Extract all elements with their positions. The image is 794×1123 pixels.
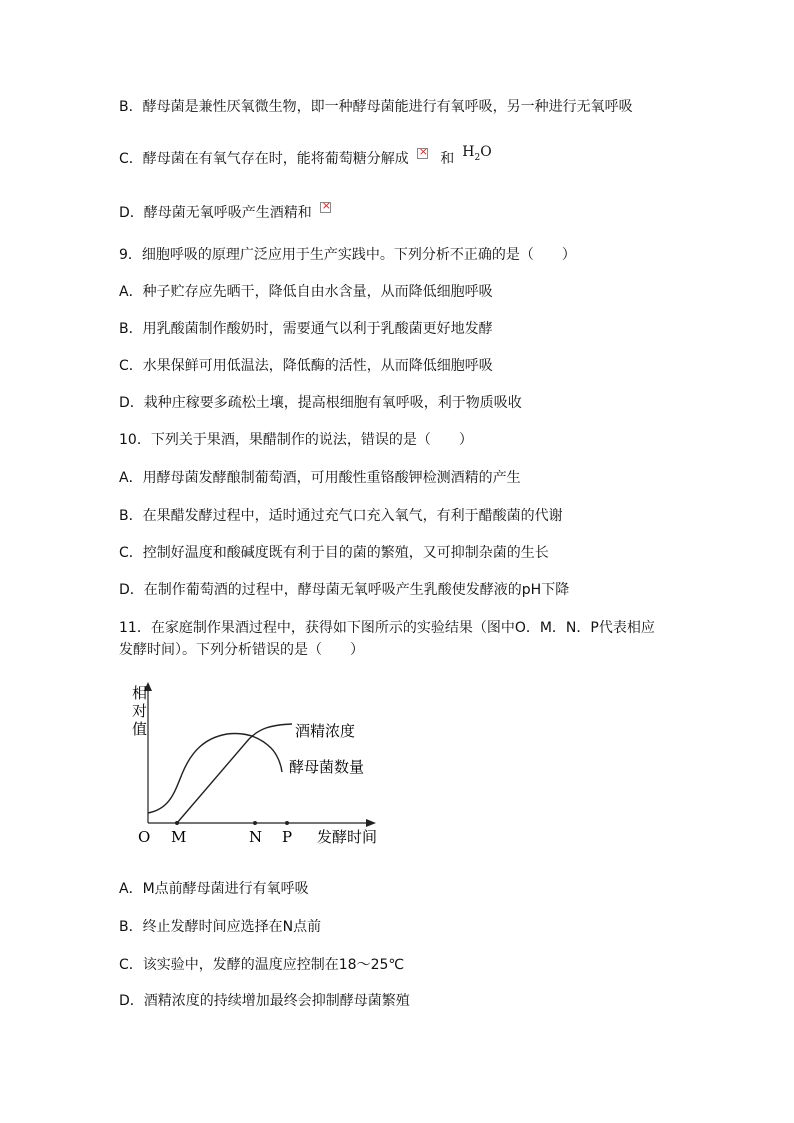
option-a-q10: A．用酵母菌发酵酿制葡萄酒，可用酸性重铬酸钾检测酒精的产生 — [119, 470, 521, 486]
formula-o: O — [480, 144, 492, 160]
question-11-line1: 11．在家庭制作果酒过程中，获得如下图所示的实验结果（图中O．M．N．P代表相应 — [119, 620, 655, 636]
y-axis-label-1: 相 — [132, 684, 148, 702]
option-d-q10: D．在制作葡萄酒的过程中，酵母菌无氧呼吸产生乳酸使发酵液的pH下降 — [119, 582, 570, 598]
option-d-q11: D．酒精浓度的持续增加最终会抑制酵母菌繁殖 — [119, 993, 410, 1009]
broken-image-icon — [417, 148, 428, 159]
option-a-q9: A．种子贮存应先晒干，降低自由水含量，从而降低细胞呼吸 — [119, 284, 493, 300]
and-text: 和 — [440, 151, 455, 167]
formula-h: H — [462, 144, 475, 160]
point-m — [175, 821, 179, 825]
formula-sub: 2 — [474, 152, 481, 163]
y-axis-label-2: 对 — [132, 702, 148, 720]
option-a-q11: A．M点前酵母菌进行有氧呼吸 — [119, 881, 309, 897]
series-label-yeast: 酵母菌数量 — [289, 758, 365, 776]
broken-image-icon — [320, 202, 331, 213]
yeast-count-curve — [148, 734, 282, 813]
x-axis-label: 发酵时间 — [317, 828, 378, 846]
y-axis-label-3: 值 — [132, 720, 148, 738]
option-d-text: D．酵母菌无氧呼吸产生酒精和 — [119, 205, 312, 221]
option-d-q8 — [119, 202, 331, 223]
series-label-alcohol: 酒精浓度 — [295, 722, 356, 740]
option-b-q9: B．用乳酸菌制作酸奶时，需要通气以利于乳酸菌更好地发酵 — [119, 321, 493, 337]
x-point-label-p: P — [282, 828, 293, 846]
option-c-q9: C．水果保鲜可用低温法，降低酶的活性，从而降低细胞呼吸 — [119, 358, 493, 374]
question-11-line2: 发酵时间）。下列分析错误的是（ ） — [119, 642, 364, 658]
point-p — [285, 821, 289, 825]
question-10: 10．下列关于果酒，果醋制作的说法，错误的是（ ） — [119, 432, 473, 448]
fermentation-chart — [119, 676, 399, 851]
water-formula — [462, 144, 492, 163]
option-c-text: C．酵母菌在有氧气存在时，能将葡萄糖分解成 — [119, 151, 409, 167]
option-c-q11: C．该实验中，发酵的温度应控制在18～25℃ — [119, 957, 405, 973]
option-b-q8: B．酵母菌是兼性厌氧微生物，即一种酵母菌能进行有氧呼吸，另一种进行无氧呼吸 — [119, 99, 633, 115]
option-d-q9: D．栽种庄稼要多疏松土壤，提高根细胞有氧呼吸，利于物质吸收 — [119, 395, 522, 411]
option-c-q8 — [119, 144, 492, 175]
origin-label: O — [138, 828, 151, 846]
alcohol-concentration-curve — [177, 724, 292, 823]
x-axis-arrow — [366, 819, 376, 827]
option-b-q11: B．终止发酵时间应选择在N点前 — [119, 919, 322, 935]
x-point-label-m: M — [171, 828, 187, 846]
option-b-q10: B．在果醋发酵过程中，适时通过充气口充入氧气，有利于醋酸菌的代谢 — [119, 508, 563, 524]
option-c-q10: C．控制好温度和酸碱度既有利于目的菌的繁殖，又可抑制杂菌的生长 — [119, 545, 549, 561]
point-n — [253, 821, 257, 825]
question-9: 9．细胞呼吸的原理广泛应用于生产实践中。下列分析不正确的是（ ） — [119, 247, 576, 263]
x-point-label-n: N — [249, 828, 263, 846]
